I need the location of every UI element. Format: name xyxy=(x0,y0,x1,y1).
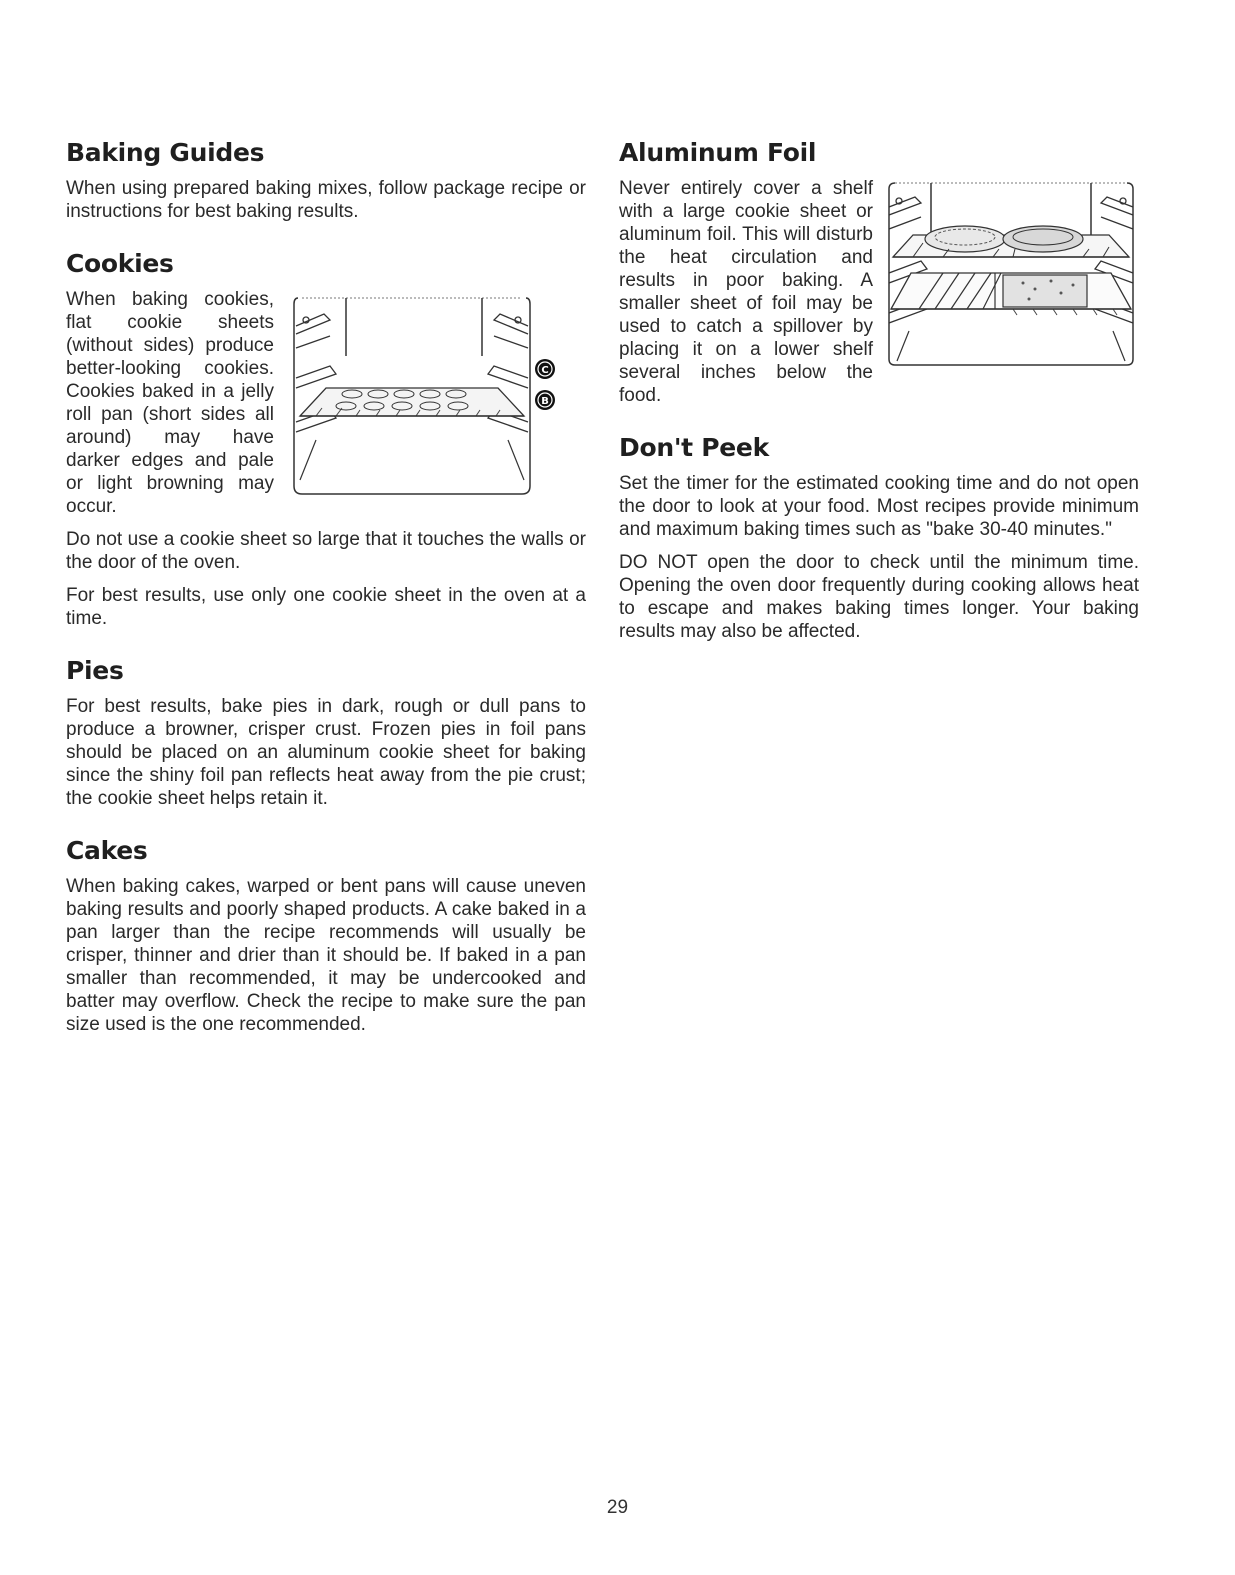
cakes-heading: Cakes xyxy=(66,836,148,865)
pies-heading: Pies xyxy=(66,656,124,685)
dont-peek-heading: Don't Peek xyxy=(619,433,769,462)
rack-position-c-label: C xyxy=(541,365,549,376)
cookies-section xyxy=(66,288,586,518)
cakes-text: When baking cakes, warped or bent pans will cause uneven baking results and poorly shaped products. A cake baked in a pan larger than the recipe recommends will usually be crisper, thinner and drier than it should be. If baked in a pan smaller than recommended, it may be undercooked and batter may overflow. Check the recipe to make sure the pan size used is the one recommended. xyxy=(66,876,586,1035)
dont-peek-text-1: Set the timer for the estimated cooking time and do not open the door to look at your food. Most recipes provide minimum and maximum baking times such as "bake 30-40 minutes." xyxy=(619,473,1139,540)
baking-guides-text: When using prepared baking mixes, follow package recipe or instructions for best baking results. xyxy=(66,178,586,222)
left-column xyxy=(66,138,586,1036)
aluminum-foil-section xyxy=(619,177,1139,407)
cookies-text-2: Do not use a cookie sheet so large that it touches the walls or the door of the oven. xyxy=(66,529,586,573)
pies-text: For best results, bake pies in dark, rough or dull pans to produce a browner, crisper crust. Frozen pies in foil pans should be placed on an aluminum cookie sheet for baking since the shiny foil pan reflects heat away from the pie crust; the cookie sheet helps retain it. xyxy=(66,696,586,809)
aluminum-foil-text: Never entirely cover a shelf with a large cookie sheet or aluminum foil. This will disturb the heat circulation and results in poor baking. A smaller sheet of foil may be used to catch a spillover by placing it on a lower shelf several inches below the food. xyxy=(619,178,873,406)
rack-position-b-label: B xyxy=(541,396,549,407)
foil-rack-illustration xyxy=(883,177,1139,369)
cookie-rack-illustration xyxy=(286,290,586,505)
aluminum-foil-heading: Aluminum Foil xyxy=(619,138,817,167)
cookies-heading: Cookies xyxy=(66,249,174,278)
cookies-text-1: When baking cookies, flat cookie sheets (without sides) produce better-looking cookies. Cookies baked in a jelly roll pan (short sides all around) may have darker edges and pale or light browning may occur. xyxy=(66,289,274,517)
cookies-text-3: For best results, use only one cookie sheet in the oven at a time. xyxy=(66,585,586,629)
page-number: 29 xyxy=(606,1497,629,1518)
dont-peek-text-2: DO NOT open the door to check until the minimum time. Opening the oven door frequently during cooking allows heat to escape and makes baking times longer. Your baking results may also be affected. xyxy=(619,552,1139,642)
baking-guides-heading: Baking Guides xyxy=(66,138,265,167)
right-column xyxy=(619,138,1139,643)
